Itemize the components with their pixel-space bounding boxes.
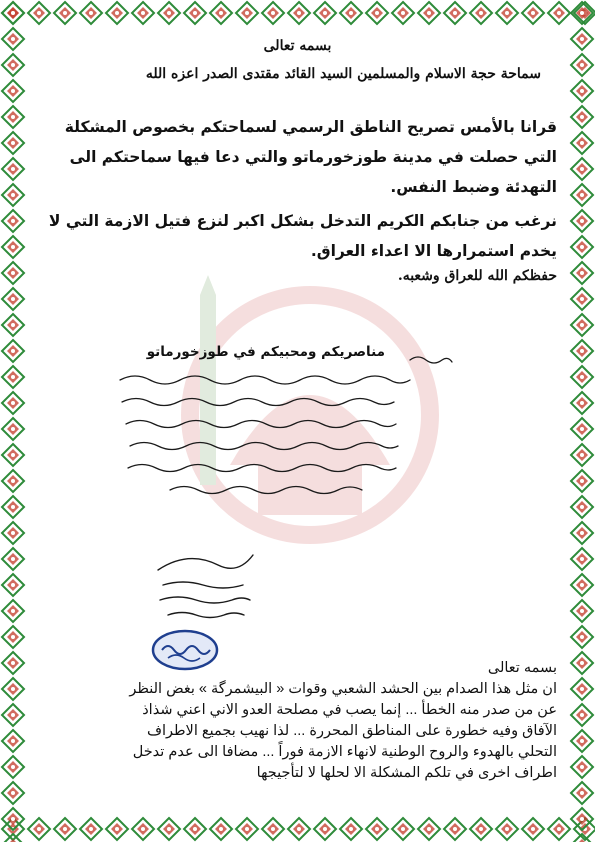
geometric-ornament-icon <box>0 364 26 390</box>
geometric-ornament-icon <box>442 0 468 26</box>
transcript-line: بسمه تعالى <box>487 660 557 676</box>
geometric-ornament-icon <box>0 806 26 832</box>
geometric-ornament-icon <box>569 52 595 78</box>
geometric-ornament-icon <box>0 832 26 842</box>
geometric-ornament-icon <box>569 208 595 234</box>
letter-blessing: حفظكم الله للعراق وشعبه. <box>397 268 557 284</box>
geometric-ornament-icon <box>390 816 416 842</box>
geometric-ornament-icon <box>0 260 26 286</box>
geometric-ornament-icon <box>569 780 595 806</box>
geometric-ornament-icon <box>390 0 416 26</box>
geometric-ornament-icon <box>0 598 26 624</box>
geometric-ornament-icon <box>569 130 595 156</box>
geometric-ornament-icon <box>0 650 26 676</box>
geometric-ornament-icon <box>0 416 26 442</box>
geometric-ornament-icon <box>312 816 338 842</box>
geometric-ornament-icon <box>569 676 595 702</box>
transcript-line: ان مثل هذا الصدام بين الحشد الشعبي وقوات « البيشمرگة » بغض النظر <box>129 681 557 697</box>
geometric-ornament-icon <box>569 442 595 468</box>
geometric-ornament-icon <box>569 416 595 442</box>
geometric-ornament-icon <box>52 0 78 26</box>
left-border-ornament <box>0 0 26 842</box>
geometric-ornament-icon <box>569 260 595 286</box>
geometric-ornament-icon <box>0 546 26 572</box>
geometric-ornament-icon <box>569 104 595 130</box>
geometric-ornament-icon <box>0 676 26 702</box>
geometric-ornament-icon <box>0 182 26 208</box>
geometric-ornament-icon <box>569 806 595 832</box>
geometric-ornament-icon <box>156 0 182 26</box>
geometric-ornament-icon <box>0 312 26 338</box>
geometric-ornament-icon <box>569 156 595 182</box>
geometric-ornament-icon <box>0 234 26 260</box>
geometric-ornament-icon <box>234 816 260 842</box>
geometric-ornament-icon <box>338 816 364 842</box>
geometric-ornament-icon <box>0 442 26 468</box>
letter-paragraph-1: قرانا بالأمس تصريح الناطق الرسمي لسماحتكم بخصوص المشكلة التي حصلت في مدينة طوزخورماتو والتي دعا فيها سماحتكم الى التهدئة وضبط النفس. <box>64 118 557 196</box>
geometric-ornament-icon <box>0 338 26 364</box>
letter-title: بسمه تعالى <box>263 38 332 54</box>
geometric-ornament-icon <box>286 816 312 842</box>
geometric-ornament-icon <box>569 572 595 598</box>
geometric-ornament-icon <box>52 816 78 842</box>
transcript-line: اطراف اخرى في تلكم المشكلة الا لحلها لا لتأجيجها <box>256 765 557 781</box>
transcript-line: التحلي بالهدوء والروح الوطنية لانهاء الازمة فوراً ... مضافا الى عدم تدخل <box>132 744 557 760</box>
geometric-ornament-icon <box>569 0 595 26</box>
geometric-ornament-icon <box>569 650 595 676</box>
geometric-ornament-icon <box>569 390 595 416</box>
geometric-ornament-icon <box>569 728 595 754</box>
geometric-ornament-icon <box>468 0 494 26</box>
geometric-ornament-icon <box>494 816 520 842</box>
geometric-ornament-icon <box>569 520 595 546</box>
geometric-ornament-icon <box>569 624 595 650</box>
geometric-ornament-icon <box>0 208 26 234</box>
letter-paragraph-2: نرغب من جنابكم الكريم التدخل بشكل اكبر لنزع فتيل الازمة التي لا يخدم استمرارها الا اعداء العراق. <box>48 212 557 260</box>
geometric-ornament-icon <box>0 130 26 156</box>
geometric-ornament-icon <box>0 728 26 754</box>
geometric-ornament-icon <box>569 182 595 208</box>
geometric-ornament-icon <box>416 0 442 26</box>
geometric-ornament-icon <box>569 286 595 312</box>
geometric-ornament-icon <box>156 816 182 842</box>
geometric-ornament-icon <box>0 780 26 806</box>
right-border-ornament <box>569 0 595 842</box>
geometric-ornament-icon <box>569 364 595 390</box>
geometric-ornament-icon <box>0 0 26 26</box>
geometric-ornament-icon <box>0 52 26 78</box>
geometric-ornament-icon <box>569 78 595 104</box>
geometric-ornament-icon <box>0 78 26 104</box>
geometric-ornament-icon <box>182 0 208 26</box>
top-border-ornament <box>0 0 595 26</box>
geometric-ornament-icon <box>520 0 546 26</box>
geometric-ornament-icon <box>0 104 26 130</box>
geometric-ornament-icon <box>104 0 130 26</box>
geometric-ornament-icon <box>569 468 595 494</box>
geometric-ornament-icon <box>569 702 595 728</box>
geometric-ornament-icon <box>0 572 26 598</box>
handwritten-signature <box>148 545 258 625</box>
geometric-ornament-icon <box>130 816 156 842</box>
geometric-ornament-icon <box>0 468 26 494</box>
geometric-ornament-icon <box>569 338 595 364</box>
geometric-ornament-icon <box>494 0 520 26</box>
geometric-ornament-icon <box>260 816 286 842</box>
geometric-ornament-icon <box>104 816 130 842</box>
geometric-ornament-icon <box>416 816 442 842</box>
geometric-ornament-icon <box>442 816 468 842</box>
letter-salutation: سماحة حجة الاسلام والمسلمين السيد القائد مقتدى الصدر اعزه الله <box>145 66 541 82</box>
geometric-ornament-icon <box>569 832 595 842</box>
transcript-line: عن من صدر منه الخطأ ... إنما يصب في مصلحة العدو الاني اعني شذاذ <box>142 702 557 718</box>
geometric-ornament-icon <box>0 390 26 416</box>
geometric-ornament-icon <box>78 0 104 26</box>
geometric-ornament-icon <box>0 702 26 728</box>
bottom-border-ornament <box>0 816 595 842</box>
letter-signoff: مناصريكم ومحبيكم في طوزخورماتو <box>146 344 385 360</box>
geometric-ornament-icon <box>0 286 26 312</box>
geometric-ornament-icon <box>26 816 52 842</box>
geometric-ornament-icon <box>78 816 104 842</box>
reply-transcript <box>40 658 557 784</box>
geometric-ornament-icon <box>312 0 338 26</box>
geometric-ornament-icon <box>260 0 286 26</box>
geometric-ornament-icon <box>208 0 234 26</box>
geometric-ornament-icon <box>0 624 26 650</box>
transcript-line: الآفاق وفيه خطورة على المناطق المحررة ... لذا نهيب بجميع الاطراف <box>146 723 557 739</box>
geometric-ornament-icon <box>0 520 26 546</box>
handwritten-reply <box>110 350 470 500</box>
geometric-ornament-icon <box>0 494 26 520</box>
geometric-ornament-icon <box>569 598 595 624</box>
geometric-ornament-icon <box>0 156 26 182</box>
geometric-ornament-icon <box>130 0 156 26</box>
geometric-ornament-icon <box>338 0 364 26</box>
geometric-ornament-icon <box>569 234 595 260</box>
geometric-ornament-icon <box>286 0 312 26</box>
geometric-ornament-icon <box>0 754 26 780</box>
geometric-ornament-icon <box>569 546 595 572</box>
geometric-ornament-icon <box>208 816 234 842</box>
geometric-ornament-icon <box>569 312 595 338</box>
geometric-ornament-icon <box>569 754 595 780</box>
handwriting-scribble <box>110 350 470 500</box>
geometric-ornament-icon <box>182 816 208 842</box>
geometric-ornament-icon <box>234 0 260 26</box>
geometric-ornament-icon <box>468 816 494 842</box>
geometric-ornament-icon <box>364 816 390 842</box>
geometric-ornament-icon <box>569 494 595 520</box>
geometric-ornament-icon <box>364 0 390 26</box>
geometric-ornament-icon <box>520 816 546 842</box>
geometric-ornament-icon <box>26 0 52 26</box>
